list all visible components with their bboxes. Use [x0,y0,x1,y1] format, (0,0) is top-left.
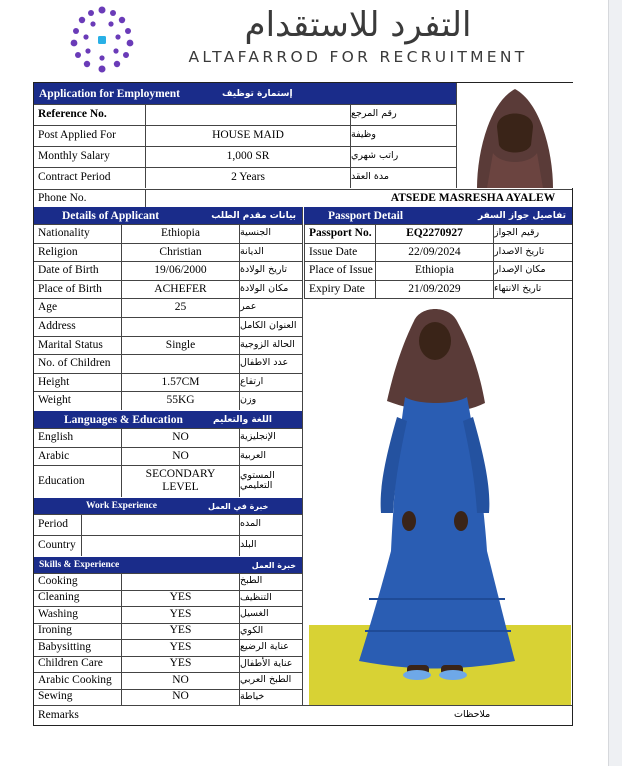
top-field-label: Contract Period [34,167,146,188]
passport-label-ar: مكان الإصدار [494,264,546,276]
details-value: Christian [122,243,240,262]
brand-english-name: ALTAFARROD FOR RECRUITMENT [188,48,528,66]
work-label: Period [34,514,82,535]
passport-label: Expiry Date [304,280,376,299]
details-label-ar: عمر [240,301,257,313]
top-field-label-ar: رقم المرجع [351,108,397,120]
skill-value: NO [122,689,240,706]
skill-label: Children Care [34,656,122,673]
skill-label: Cleaning [34,590,122,607]
skill-label: Washing [34,606,122,623]
skill-label: Cooking [34,573,122,590]
passport-label: Place of Issue [304,261,376,280]
passport-label-ar: تاريخ الاصدار [494,245,545,257]
skill-label-ar: الكوي [240,624,264,636]
work-value [82,535,240,556]
skill-label-ar: خياطة [240,690,265,702]
education-label-ar-line2: التعليمي [240,480,273,491]
skill-label-ar: الطبخ [240,575,263,587]
education-value-line1: SECONDARY [145,468,216,481]
skill-label: Arabic Cooking [34,672,122,689]
skill-value: NO [122,672,240,689]
passport-value: EQ2270927 [376,224,494,243]
page-edge [608,0,622,766]
skill-label-ar: التنظيف [240,591,272,603]
skill-value: YES [122,590,240,607]
languages-section-title-ar: اللغة والتعليم [212,414,272,425]
work-section-title-en: Work Experience [86,501,157,511]
education-value-line2: LEVEL [162,481,199,493]
top-field-label-ar: وظيفة [351,129,376,141]
passport-section-title-en: Passport Detail [328,209,404,222]
work-label-ar: المده [240,518,261,530]
passport-label: Issue Date [304,243,376,262]
details-value: Single [122,336,240,355]
logo-icon [58,4,146,76]
details-label-ar: الحالة الزوجية [240,338,295,350]
details-label-ar: الجنسية [240,227,271,239]
details-label: Height [34,373,122,392]
education-value [122,465,240,497]
skill-value [122,573,240,590]
remarks-label: Remarks [38,708,79,721]
details-value: 55KG [122,391,240,410]
details-label-ar: العنوان الكامل [240,320,297,332]
skill-value: YES [122,639,240,656]
top-field-label: Monthly Salary [34,146,146,167]
skill-value: YES [122,623,240,640]
applicant-name: ATSEDE MASRESHA AYALEW [390,191,556,204]
top-field-label: Post Applied For [34,125,146,146]
details-value: 1.57CM [122,373,240,392]
full-body-photo [309,299,571,705]
details-label: Date of Birth [34,261,122,280]
language-value: NO [122,428,240,447]
form-title-ar: إستمارة توظيف [222,88,293,99]
skill-label: Ironing [34,623,122,640]
work-label-ar: البلد [240,539,257,551]
language-label-ar: العربية [240,449,266,461]
skill-value: YES [122,606,240,623]
details-label: Nationality [34,224,122,243]
details-section-bar [34,207,302,224]
full-body-photo-frame [309,299,571,705]
top-field-value [146,104,351,125]
details-value: Ethiopia [122,224,240,243]
education-label-ar [240,465,302,497]
skill-value: YES [122,656,240,673]
details-value: 25 [122,298,240,317]
skill-label-ar: عناية الرضيع [240,641,289,653]
education-label-ar-line1: المستوي [240,469,275,481]
details-label: Age [34,298,122,317]
form-title-en: Application for Employment [39,87,180,100]
passport-value: Ethiopia [376,261,494,280]
details-label: Address [34,317,122,336]
details-value [122,354,240,373]
details-label-ar: عدد الاطفال [240,357,289,369]
details-value [122,317,240,336]
column-divider [302,207,303,705]
portrait-photo [457,83,573,188]
details-label-ar: تاريخ الولادة [240,264,287,276]
passport-label-ar: رقيم الجواز [494,227,540,239]
details-label: Weight [34,391,122,410]
skill-label: Babysitting [34,639,122,656]
top-field-value: 2 Years [146,167,351,188]
details-label: Marital Status [34,336,122,355]
portrait-photo-frame [456,83,573,188]
passport-section-bar [304,207,572,224]
skills-section-bar [34,557,302,573]
work-section-title-ar: خبرة في العمل [208,501,269,511]
skill-label-ar: عناية الأطفال [240,657,293,669]
details-label: No. of Children [34,354,122,373]
details-section-title-en: Details of Applicant [62,209,160,222]
top-field-label-ar: مدة العقد [351,171,389,183]
skills-section-title-en: Skills & Experience [39,560,120,570]
skill-label-ar: الغسيل [240,608,269,620]
details-section-title-ar: بيانات مقدم الطلب [211,210,296,221]
brand-arabic-name: التفرد للاستقدام [244,5,472,45]
details-label-ar: مكان الولادة [240,282,289,294]
skills-section-title-ar: خبرة العمل [251,560,296,570]
language-label: English [34,428,122,447]
details-label-ar: وزن [240,394,257,406]
passport-section-title-ar: تفاصيل جواز السفر [477,210,566,221]
languages-section-bar [34,411,302,428]
top-field-label: Reference No. [34,104,146,125]
education-label: Education [34,465,122,497]
top-field-value: 1,000 SR [146,146,351,167]
application-form [33,82,573,726]
top-field-label-ar: راتب شهري [351,150,399,162]
passport-value: 22/09/2024 [376,243,494,262]
skill-label-ar: الطبخ العربي [240,674,292,686]
skill-label: Sewing [34,689,122,706]
work-section-bar [34,498,302,514]
passport-value: 21/09/2029 [376,280,494,299]
phone-value [146,189,346,207]
details-label: Religion [34,243,122,262]
details-value: 19/06/2000 [122,261,240,280]
work-label: Country [34,535,82,556]
remarks-label-ar: ملاحظات [454,708,491,720]
language-label-ar: الإنجليزية [240,431,276,443]
details-label-ar: الديانة [240,245,264,257]
phone-label: Phone No. [34,189,146,207]
languages-section-title-en: Languages & Education [64,413,183,426]
passport-label: Passport No. [304,224,376,243]
language-value: NO [122,447,240,466]
top-field-value: HOUSE MAID [146,125,351,146]
passport-label-ar: تاريخ الانتهاء [494,282,542,294]
work-value [82,514,240,535]
language-label: Arabic [34,447,122,466]
details-label-ar: ارتفاع [240,375,264,387]
details-value: ACHEFER [122,280,240,299]
details-label: Place of Birth [34,280,122,299]
